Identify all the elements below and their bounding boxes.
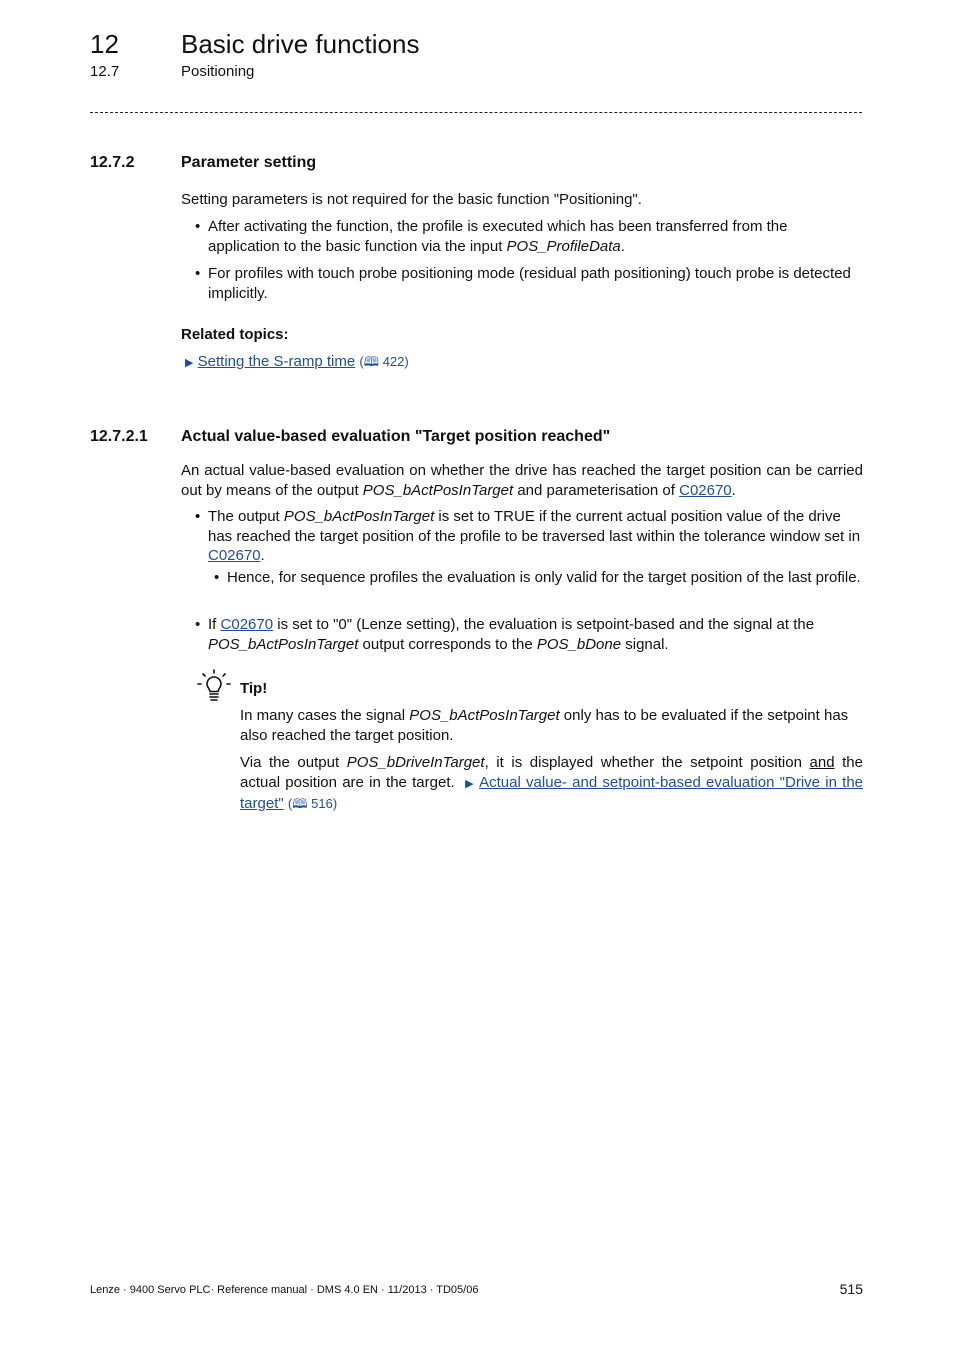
parameter-link[interactable]: C02670: [679, 481, 732, 499]
parameter-link[interactable]: C02670: [220, 616, 274, 633]
book-icon: 🕮: [292, 796, 308, 811]
footer-document-info: Lenze · 9400 Servo PLC· Reference manual · DMS 4.0 EN · 11/2013 · TD05/06: [90, 1284, 479, 1296]
page-reference[interactable]: (🕮 516): [287, 796, 338, 811]
lightbulb-icon: [196, 668, 232, 704]
tip-paragraph: In many cases the signal POS_bActPosInTarget only has to be evaluated if the setpoint has also reached the target position.: [240, 707, 849, 744]
bullet-item: After activating the function, the profile is executed which has been transferred from the application to the basic function via the input POS_ProfileData.: [208, 218, 788, 255]
chapter-number: 12: [90, 29, 119, 59]
bullet-marker: •: [195, 265, 201, 282]
section-title: Positioning: [181, 63, 255, 80]
related-topics-label: Related topics:: [181, 326, 289, 343]
bullet-item: For profiles with touch probe positioning mode (residual path positioning) touch probe is detected implicitly.: [208, 265, 851, 302]
chapter-title: Basic drive functions: [181, 29, 420, 59]
bullet-marker: •: [195, 218, 201, 235]
bullet-marker: •: [195, 616, 201, 633]
intro-paragraph: Setting parameters is not required for the basic function "Positioning".: [181, 191, 642, 208]
page-number: 515: [839, 1281, 863, 1297]
header-divider: [90, 112, 862, 113]
heading-number: 12.7.2: [90, 154, 135, 171]
bullet-item: The output POS_bActPosInTarget is set to TRUE if the current actual position value of the drive has reached the target position of the profile to be traversed last within the tolerance window set in C02670.: [208, 508, 861, 564]
tip-paragraph: Via the output POS_bDriveInTarget, it is displayed whether the setpoint position and the actual position are in the target. ▶ Actual value- and setpoint-based evaluation "Drive in the target" (🕮 516): [240, 754, 864, 812]
sub-bullet-item: Hence, for sequence profiles the evaluation is only valid for the target position of the last profile.: [227, 569, 861, 586]
sub-bullet-marker: •: [214, 569, 220, 586]
arrow-right-icon: ▶: [185, 357, 194, 369]
evaluation-paragraph: An actual value-based evaluation on whether the drive has reached the target position can be carried out by means of the output POS_bActPosInTarget and parameterisation of C02670.: [181, 462, 863, 499]
related-topic-entry: [185, 352, 409, 374]
arrow-right-icon: ▶: [465, 777, 475, 790]
page-reference[interactable]: (🕮 422): [359, 354, 409, 369]
section-number: 12.7: [90, 63, 120, 80]
heading-title: Parameter setting: [181, 154, 317, 171]
tip-label: Tip!: [240, 680, 268, 697]
parameter-link[interactable]: C02670: [208, 547, 261, 564]
book-icon: 🕮: [363, 354, 380, 369]
related-topic-link[interactable]: Setting the S-ramp time: [197, 353, 356, 370]
cross-reference-link[interactable]: Actual value- and setpoint-based evaluation "Drive in the target": [240, 773, 864, 812]
bullet-item: If C02670 is set to "0" (Lenze setting), the evaluation is setpoint-based and the signal at the POS_bActPosInTarget output corresponds to the POS_bDone signal.: [208, 616, 815, 653]
bullet-marker: •: [195, 508, 201, 525]
heading-title: Actual value-based evaluation "Target position reached": [181, 428, 611, 445]
heading-number: 12.7.2.1: [90, 428, 148, 445]
